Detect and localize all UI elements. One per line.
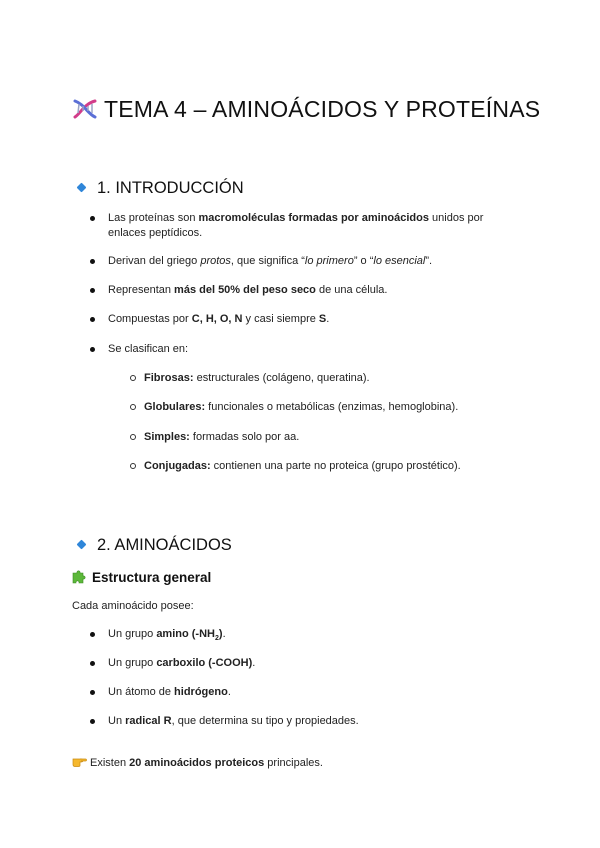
section-heading-aminoacidos: 2. AMINOÁCIDOS [72, 535, 232, 555]
blue-diamond-icon [77, 183, 87, 193]
bullet-dot [90, 317, 95, 322]
bullet-dot [90, 661, 95, 666]
blue-diamond-icon [77, 540, 87, 550]
list-item: Un grupo carboxilo (-COOH). [90, 656, 510, 671]
sub-list-item: Globulares: funcionales o metabólicas (enzimas, hemoglobina). [130, 400, 510, 415]
note-line: Existen 20 aminoácidos proteicos principales. [72, 755, 323, 771]
section-heading-introduccion: 1. INTRODUCCIÓN [72, 178, 244, 198]
bullet-dot [90, 259, 95, 264]
bullet-dot [90, 347, 95, 352]
puzzle-piece-icon [72, 569, 87, 584]
list-item: Un radical R, que determina su tipo y propiedades. [90, 714, 510, 729]
bullet-dot [90, 288, 95, 293]
bullet-dot [90, 690, 95, 695]
hollow-bullet [130, 463, 136, 469]
dna-icon [72, 97, 98, 119]
pointing-hand-icon [72, 755, 87, 767]
sub-list-item: Conjugadas: contienen una parte no proteica (grupo prostético). [130, 459, 510, 474]
sub-list-item: Fibrosas: estructurales (colágeno, queratina). [130, 371, 510, 386]
list-item: Derivan del griego protos, que significa “lo primero” o “lo esencial”. [90, 254, 510, 269]
bullet-dot [90, 216, 95, 221]
list-item: Un grupo amino $(-NH_2)$. [90, 627, 510, 647]
list-item: Las proteínas son macromoléculas formadas por aminoácidos unidos por enlaces peptídicos. [90, 211, 510, 240]
bullet-dot [90, 719, 95, 724]
page-title [72, 94, 542, 124]
list-item: Un átomo de hidrógeno. [90, 685, 510, 700]
list-item: Representan más del 50% del peso seco de una célula. [90, 283, 510, 298]
list-item: Se clasifican en: [90, 342, 510, 357]
bullet-dot [90, 632, 95, 637]
hollow-bullet [130, 375, 136, 381]
sub-list-item: Simples: formadas solo por aa. [130, 430, 510, 445]
hollow-bullet [130, 404, 136, 410]
paragraph: Cada aminoácido posee: [72, 600, 194, 612]
list-item: Compuestas por C, H, O, N y casi siempre S. [90, 312, 510, 327]
hollow-bullet [130, 434, 136, 440]
title-text: TEMA 4 – AMINOÁCIDOS Y PROTEÍNAS [104, 96, 541, 122]
subsection-heading: Estructura general [72, 569, 211, 587]
